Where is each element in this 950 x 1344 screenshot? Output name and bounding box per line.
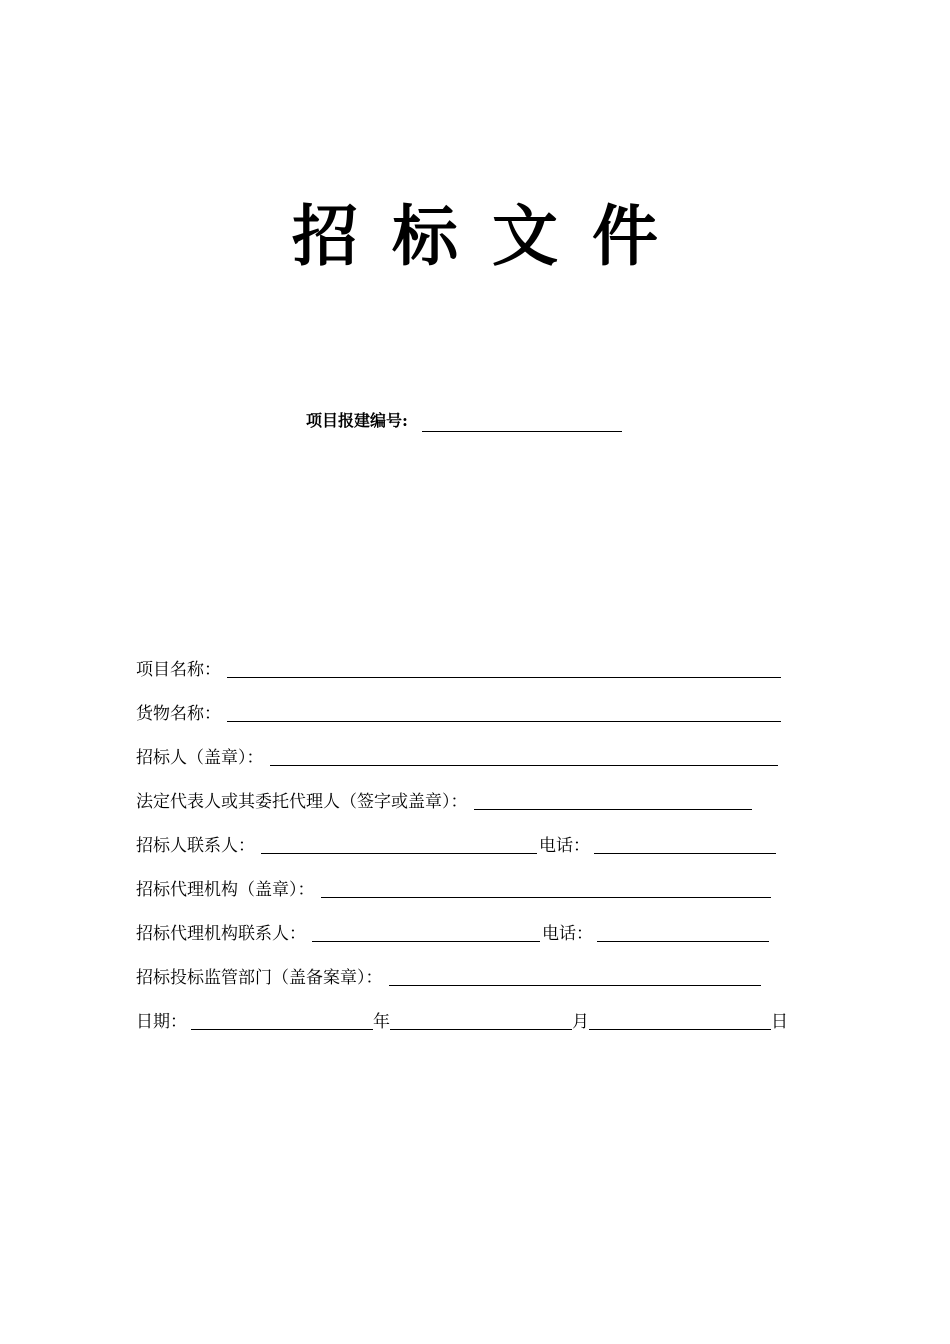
month-blank[interactable]	[390, 1010, 572, 1030]
agency-contact-blank[interactable]	[312, 922, 540, 942]
month-label: 月	[572, 1012, 589, 1032]
project-name-label: 项目名称：	[136, 660, 221, 680]
project-name-blank[interactable]	[227, 658, 781, 678]
goods-name-blank[interactable]	[227, 702, 781, 722]
year-blank[interactable]	[191, 1010, 373, 1030]
tenderer-contact-row	[136, 832, 776, 858]
legal-rep-label: 法定代表人或其委托代理人（签字或盖章）：	[136, 792, 468, 812]
date-label: 日期：	[136, 1012, 187, 1032]
phone-label-1: 电话：	[539, 836, 590, 856]
phone-blank-2[interactable]	[597, 922, 769, 942]
year-label: 年	[373, 1012, 390, 1032]
agency-contact-row	[136, 920, 769, 946]
project-number-row	[306, 408, 622, 432]
goods-name-row	[136, 700, 781, 726]
phone-label-2: 电话：	[542, 924, 593, 944]
day-blank[interactable]	[589, 1010, 771, 1030]
agency-row	[136, 876, 771, 902]
project-number-blank[interactable]	[422, 412, 622, 432]
document-title: 招标文件	[292, 197, 692, 275]
supervisor-label: 招标投标监管部门（盖备案章）：	[136, 968, 383, 988]
project-number-label: 项目报建编号:	[306, 411, 408, 430]
goods-name-label: 货物名称：	[136, 704, 221, 724]
tenderer-blank[interactable]	[270, 746, 778, 766]
tenderer-contact-label: 招标人联系人：	[136, 836, 255, 856]
tenderer-label: 招标人（盖章）：	[136, 748, 264, 768]
legal-rep-row	[136, 788, 752, 814]
agency-contact-label: 招标代理机构联系人：	[136, 924, 306, 944]
date-row	[136, 1008, 788, 1034]
supervisor-blank[interactable]	[389, 966, 761, 986]
tenderer-contact-blank[interactable]	[261, 834, 537, 854]
legal-rep-blank[interactable]	[474, 790, 752, 810]
phone-blank-1[interactable]	[594, 834, 776, 854]
supervisor-row	[136, 964, 761, 990]
tenderer-row	[136, 744, 778, 770]
agency-blank[interactable]	[321, 878, 771, 898]
agency-label: 招标代理机构（盖章）：	[136, 880, 315, 900]
project-name-row	[136, 656, 781, 682]
day-label: 日	[771, 1012, 788, 1032]
